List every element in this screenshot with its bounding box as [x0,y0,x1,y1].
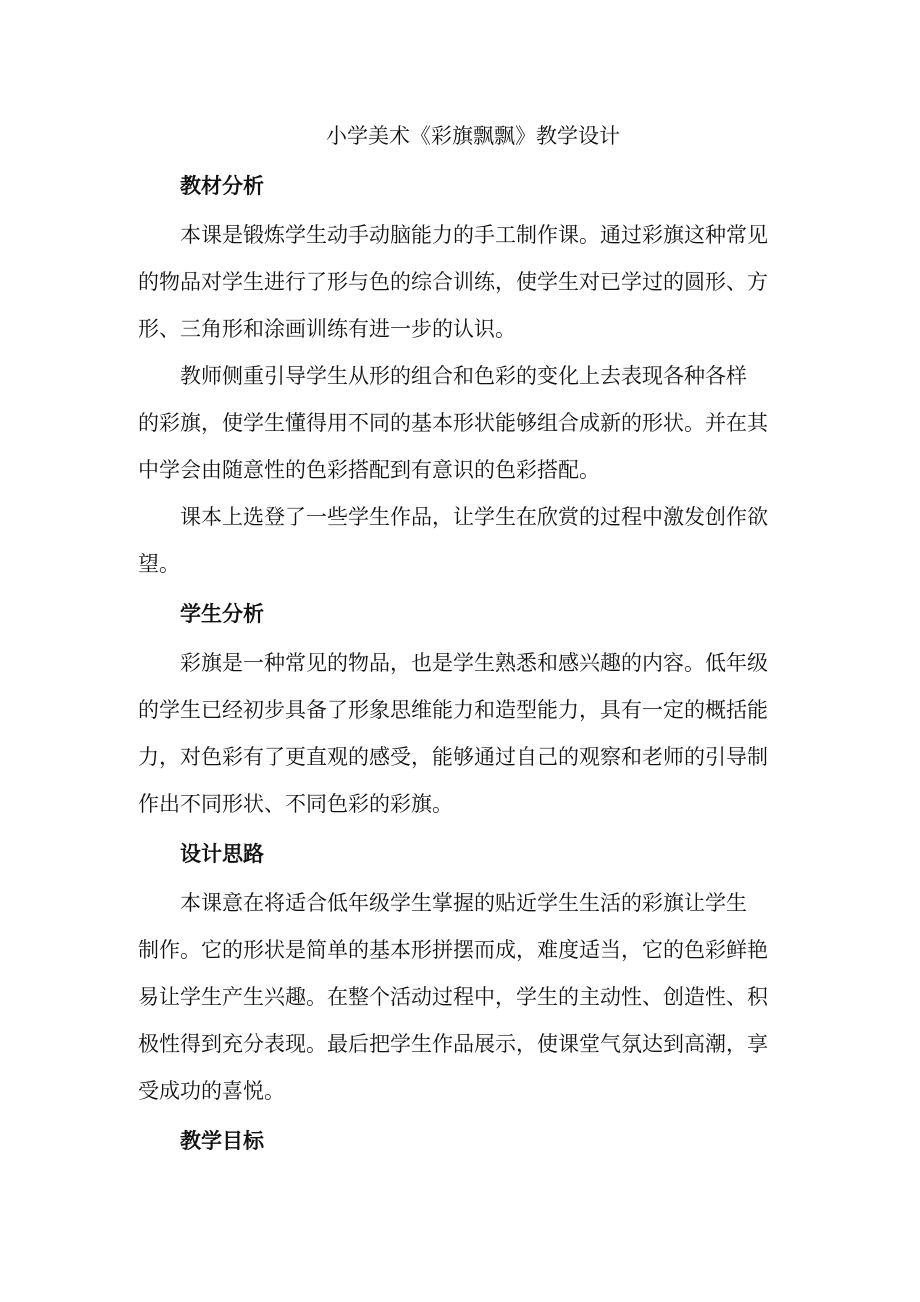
text-line: 彩旗是一种常见的物品，也是学生熟悉和感兴趣的内容。低年级 [180,651,768,675]
text-line: 形、三角形和涂画训练有进一步的认识。 [138,317,516,341]
text-line: 本课意在将适合低年级学生掌握的贴近学生生活的彩旗让学生 [180,891,747,915]
text-line: 望。 [138,552,180,576]
text-line: 极性得到充分表现。最后把学生作品展示，使课堂气氛达到高潮，享 [138,1032,768,1056]
paragraph [138,353,786,494]
text-line: 制作。它的形状是简单的基本形拼摆而成，难度适当，它的色彩鲜艳 [138,938,768,962]
paragraph [138,494,786,588]
section-heading: 设计思路 [180,842,264,866]
text-line: 教师侧重引导学生从形的组合和色彩的变化上去表现各种各样 [180,364,747,388]
document-page [138,113,786,1167]
section-heading: 教学目标 [180,1129,264,1153]
text-line: 的学生已经初步具备了形象思维能力和造型能力，具有一定的概括能 [138,698,768,722]
text-line: 课本上选登了一些学生作品，让学生在欣赏的过程中激发创作欲 [180,505,768,529]
text-line: 易让学生产生兴趣。在整个活动过程中，学生的主动性、创造性、积 [138,985,768,1009]
paragraph [138,640,786,828]
paragraph [138,212,786,353]
text-line: 受成功的喜悦。 [138,1079,285,1103]
text-line: 的彩旗，使学生懂得用不同的基本形状能够组合成新的形状。并在其 [138,411,768,435]
section-heading: 学生分析 [180,602,264,626]
document-title: 小学美术《彩旗飘飘》教学设计 [326,124,620,148]
paragraph [138,880,786,1115]
text-line: 本课是锻炼学生动手动脑能力的手工制作课。通过彩旗这种常见 [180,223,768,247]
section-heading: 教材分析 [180,174,264,198]
text-line: 的物品对学生进行了形与色的综合训练，使学生对已学过的圆形、方 [138,270,768,294]
text-line: 力，对色彩有了更直观的感受，能够通过自己的观察和老师的引导制 [138,745,768,769]
text-line: 中学会由随意性的色彩搭配到有意识的色彩搭配。 [138,458,600,482]
text-line: 作出不同形状、不同色彩的彩旗。 [138,792,453,816]
